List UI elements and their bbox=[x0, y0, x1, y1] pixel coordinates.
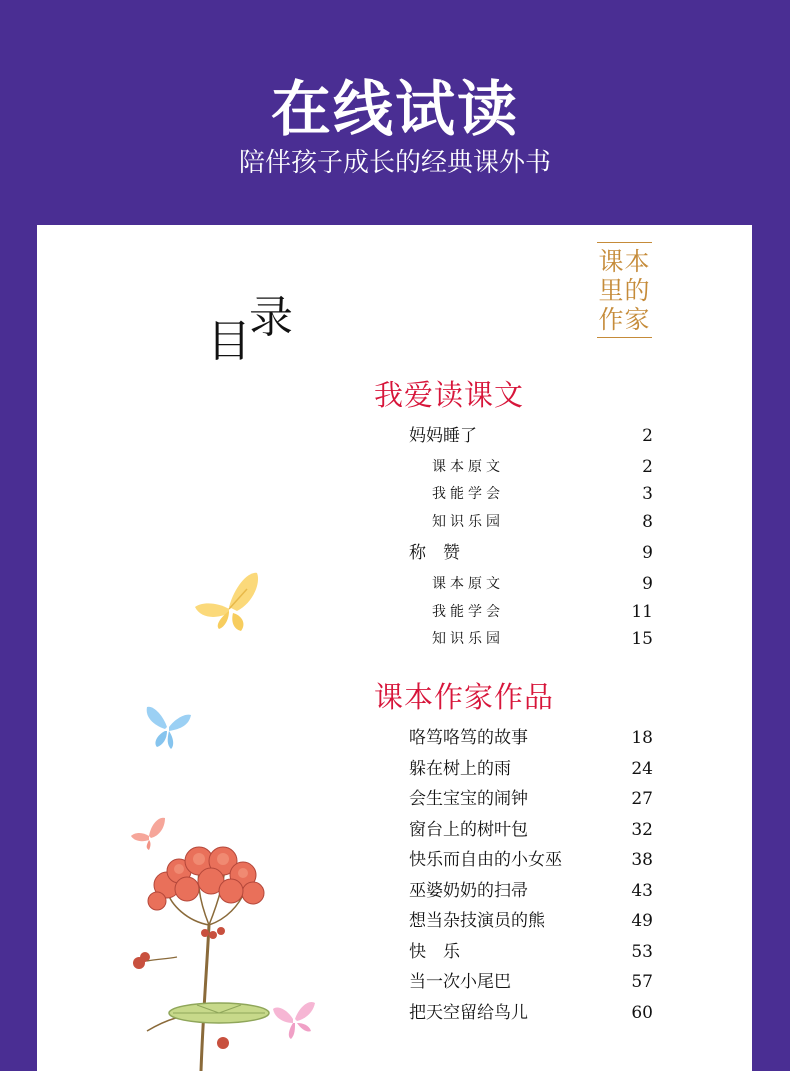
toc-entry-page: 24 bbox=[631, 759, 653, 779]
toc-subentry[interactable] bbox=[409, 454, 653, 480]
section-title: 课本作家作品 bbox=[374, 680, 555, 714]
toc-subentry[interactable] bbox=[409, 509, 653, 535]
toc-entry-page: 3 bbox=[642, 484, 653, 504]
toc-entry[interactable] bbox=[409, 878, 653, 904]
banner-subtitle: 陪伴孩子成长的经典课外书 bbox=[238, 148, 551, 178]
toc-entry-page: 15 bbox=[631, 629, 653, 649]
toc-entry-title: 课本原文 bbox=[432, 459, 504, 475]
toc-subentry[interactable] bbox=[409, 599, 653, 625]
toc-entry[interactable] bbox=[409, 725, 653, 751]
contents-heading-mu: 目 bbox=[207, 316, 251, 367]
toc-entry-page: 18 bbox=[631, 728, 653, 748]
banner-title: 在线试读 bbox=[271, 75, 519, 145]
toc-entry-page: 11 bbox=[631, 602, 653, 622]
toc-entry[interactable] bbox=[409, 423, 653, 449]
toc-entry-page: 8 bbox=[642, 512, 653, 532]
toc-entry[interactable] bbox=[409, 786, 653, 812]
toc-entry-page: 38 bbox=[631, 850, 653, 870]
section-title: 我爱读课文 bbox=[374, 378, 525, 412]
toc-entry-page: 9 bbox=[642, 543, 653, 563]
geranium-flower-icon bbox=[127, 835, 287, 1071]
toc-entry-page: 53 bbox=[631, 942, 653, 962]
toc-entry-title: 会生宝宝的闹钟 bbox=[409, 789, 528, 809]
toc-entry-title: 快 乐 bbox=[409, 942, 460, 962]
toc-entry-title: 巫婆奶奶的扫帚 bbox=[409, 881, 528, 901]
toc-entry-title: 知识乐园 bbox=[432, 514, 504, 530]
contents-heading-lu: 录 bbox=[249, 292, 293, 343]
toc-entry-title: 窗台上的树叶包 bbox=[409, 820, 528, 840]
toc-entry-title: 知识乐园 bbox=[432, 631, 504, 647]
toc-entry-page: 27 bbox=[631, 789, 653, 809]
toc-entry[interactable] bbox=[409, 540, 653, 566]
toc-subentry[interactable] bbox=[409, 626, 653, 652]
toc-subentry[interactable] bbox=[409, 571, 653, 597]
toc-entry-page: 43 bbox=[631, 881, 653, 901]
toc-entry-title: 当一次小尾巴 bbox=[409, 972, 511, 992]
toc-entry[interactable] bbox=[409, 817, 653, 843]
toc-entry-page: 57 bbox=[631, 972, 653, 992]
toc-entry-title: 我能学会 bbox=[432, 486, 504, 502]
toc-entry-title: 课本原文 bbox=[432, 576, 504, 592]
toc-entry-title: 称 赞 bbox=[409, 543, 460, 563]
toc-subentry[interactable] bbox=[409, 481, 653, 507]
toc-entry-title: 把天空留给鸟儿 bbox=[409, 1003, 528, 1023]
toc-entry-title: 快乐而自由的小女巫 bbox=[409, 850, 562, 870]
series-label-line: 作家 bbox=[598, 305, 651, 334]
series-label-line: 课本 bbox=[598, 247, 651, 276]
butterfly-blue-icon bbox=[141, 701, 193, 753]
series-label bbox=[597, 242, 652, 338]
toc-entry[interactable] bbox=[409, 908, 653, 934]
toc-entry-page: 2 bbox=[642, 457, 653, 477]
toc-entry-title: 妈妈睡了 bbox=[409, 426, 477, 446]
toc-entry[interactable] bbox=[409, 969, 653, 995]
toc-entry-page: 32 bbox=[631, 820, 653, 840]
book-page bbox=[37, 225, 752, 1071]
toc-entry-title: 咯笃咯笃的故事 bbox=[409, 728, 528, 748]
toc-entry-title: 想当杂技演员的熊 bbox=[409, 911, 545, 931]
toc-entry-title: 躲在树上的雨 bbox=[409, 759, 511, 779]
toc-entry[interactable] bbox=[409, 847, 653, 873]
toc-entry-page: 2 bbox=[642, 426, 653, 446]
toc-entry-page: 9 bbox=[642, 574, 653, 594]
toc-entry-title: 我能学会 bbox=[432, 604, 504, 620]
toc-entry-page: 49 bbox=[631, 911, 653, 931]
butterfly-yellow-icon bbox=[189, 567, 269, 637]
toc-entry[interactable] bbox=[409, 756, 653, 782]
toc-entry[interactable] bbox=[409, 939, 653, 965]
toc-entry-page: 60 bbox=[631, 1003, 653, 1023]
series-label-line: 里的 bbox=[598, 276, 651, 305]
toc-entry[interactable] bbox=[409, 1000, 653, 1026]
